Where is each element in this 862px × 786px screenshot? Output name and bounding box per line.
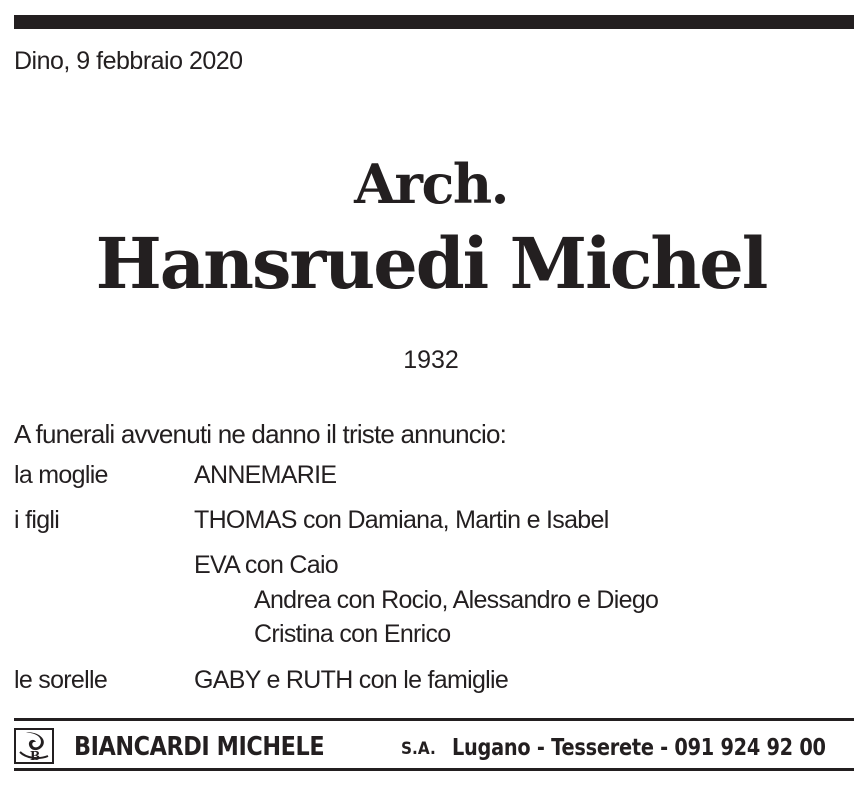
children-label: i figli — [14, 506, 60, 534]
funeral-home-footer — [14, 726, 854, 771]
company-name: BIANCARDI MICHELE — [74, 732, 325, 762]
funeral-home-logo — [14, 728, 54, 764]
birth-year: 1932 — [403, 346, 459, 374]
deceased-title: Arch. — [354, 152, 508, 216]
company-suffix: S.A. — [401, 739, 436, 759]
company-contact: Lugano - Tesserete - 091 924 92 00 — [452, 735, 826, 761]
wife-name: ANNEMARIE — [194, 461, 337, 489]
top-rule — [14, 15, 854, 29]
sisters-label: le sorelle — [14, 666, 108, 694]
place-date: Dino, 9 febbraio 2020 — [14, 47, 243, 75]
sisters-names: GABY e RUTH con le famiglie — [194, 666, 509, 694]
wife-label: la moglie — [14, 461, 108, 489]
grandchild-entry: Cristina con Enrico — [254, 620, 451, 648]
grandchild-entry: Andrea con Rocio, Alessandro e Diego — [254, 586, 659, 614]
logo-letter: B — [30, 749, 41, 763]
child-entry: THOMAS con Damiana, Martin e Isabel — [194, 506, 609, 534]
deceased-name: Hansruedi Michel — [95, 222, 767, 305]
announcement: A funerali avvenuti ne danno il triste annuncio: — [14, 419, 507, 449]
child-entry: EVA con Caio — [194, 551, 339, 579]
bottom-rule — [14, 718, 854, 721]
